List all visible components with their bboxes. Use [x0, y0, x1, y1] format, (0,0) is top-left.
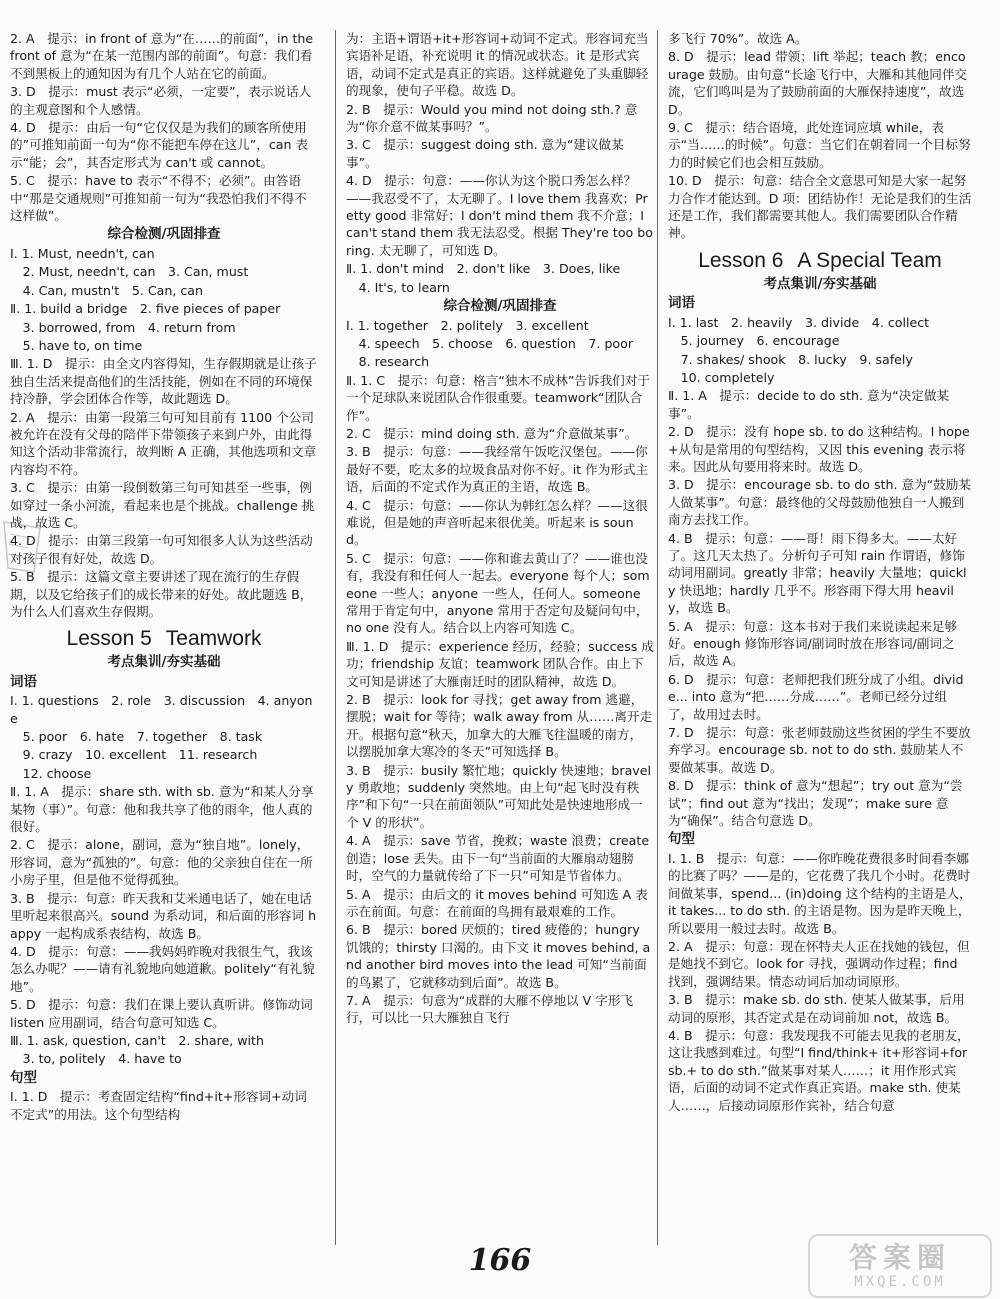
column-divider: [657, 30, 658, 1245]
answer-paragraph: 5. A 提示：由后文的 it moves behind 可知选 A 表示在前面。句意：在前面的鸟拥有最艰难的工作。: [346, 886, 648, 919]
answer-paragraph: 7. D 提示：句意：张老师鼓励这些贫困的学生不要放弃学习。encourage sb. not to do sth. 鼓励某人不要做某事。故选 D。: [668, 725, 971, 775]
answer-paragraph: 7. shakes/ shook 8. lucky 9. safely: [668, 351, 913, 367]
answer-paragraph: 2. D 提示：没有 hope sb. to do 这种结构。I hope+从句是常用的句型结构，又因 this evening 表示将来。因此从句要用将来时。故选 D。: [668, 424, 970, 474]
answer-paragraph: Ⅲ. 1. D 提示：由全文内容得知，生存假期就是让孩子独自生活来提高他们的生活技能，例如在不同的环境保持冷静，学会团体合作等，故此题选 D。: [10, 356, 317, 407]
answer-paragraph: 5. have to, on time: [10, 337, 143, 353]
answer-paragraph: 6. B 提示：bored 厌烦的；tired 疲倦的；hungry 饥饿的；thirsty 口渴的。由下文 it moves behind, and another bird moves into the lead 可知“当前面的鸟累了，它就移动到后面”。故选 B。: [346, 922, 651, 990]
answer-paragraph: Ⅲ. 1. D 提示：experience 经历，经验；success 成功；friendship 友谊；teamwork 团队合作。由上下文可知是讲述了大雁南迁时的团队精神，故选 D。: [346, 638, 654, 689]
lesson-title: Teamwork: [165, 627, 262, 651]
text-column-left: [10, 30, 318, 1242]
text-column-middle: [346, 30, 654, 1242]
answer-paragraph: 9. crazy 10. excellent 11. research: [10, 747, 258, 763]
watermark-url: MXQE.COM: [854, 1274, 946, 1290]
answer-paragraph: 多飞行 70%”。故选 A。: [668, 31, 808, 46]
answer-paragraph: 4. B 提示：句意：——哥！雨下得多大。——太好了。这几天太热了。分析句子可知 rain 作谓语，修饰动词用副词。greatly 非常；heavily 大量地；quickly 快迅地；hardly 几乎不。形容雨下得大用 heavily，故选 B。: [668, 530, 967, 616]
answer-paragraph: Ⅱ. 1. build a bridge 2. five pieces of paper: [10, 301, 281, 317]
answer-paragraph: Ⅰ. 1. D 提示：考查固定结构“find+it+形容词+动词不定式”的用法。这个句型结构: [10, 1089, 307, 1122]
answer-paragraph: 3. C 提示：suggest doing sth. 意为“建议做某事”。: [346, 137, 624, 170]
answer-paragraph: 5. B 提示：这篇文章主要讲述了现在流行的生存假期，以及它给孩子们的成长带来的好处。故此题选 B，为什么人们喜欢生存假期。: [10, 569, 313, 619]
answer-paragraph: Ⅱ. 1. A 提示：share sth. with sb. 意为“和某人分享某物（事）”。句意：他和我共享了他的雨伞，他人真的很好。: [10, 784, 314, 835]
answer-paragraph: 2. C 提示：mind doing sth. 意为“介意做某事”。: [346, 425, 638, 441]
answer-paragraph: 12. choose: [10, 765, 92, 781]
section-heading: 考点集训/夯实基础: [763, 275, 877, 292]
subsection-heading: 句型: [10, 1069, 37, 1086]
answer-paragraph: 5. A 提示：句意：这本书对于我们来说读起来足够好。enough 修饰形容词/副词时放在形容词/副词之后，故选 A。: [668, 618, 958, 669]
answer-paragraph: 10. D 提示：句意：结合全文意思可知是大家一起努力合作才能达到。D 项：团结协作！无论是我们的生活还是工作，我们都需要其他人。我们需要团队合作精神。: [668, 173, 972, 241]
answer-paragraph: 4. It's, to learn: [346, 279, 450, 295]
answer-paragraph: Ⅰ. 1. last 2. heavily 3. divide 4. collect: [668, 314, 930, 330]
section-heading: 综合检测/巩固排查: [443, 298, 557, 315]
answer-paragraph: 5. C 提示：句意：——你和谁去黄山了？——谁也没有，我没有和任何人一起去。everyone 每个人；someone 一些人；anyone 一些人，任何人。someone 常用于肯定句中，anyone 常用于否定句及疑问句中，no one 没有人。结合以上内容可知选 C。: [346, 550, 650, 636]
answer-paragraph: 3. B 提示：make sb. do sth. 使某人做某事，后用动词的原形，其否定式是在动词前加 not，故选 B。: [668, 992, 965, 1025]
answer-paragraph: Ⅰ. 1. questions 2. role 3. discussion 4. anyone: [10, 693, 313, 726]
answer-paragraph: 9. C 提示：结合语境，此处连词应填 while，表示“当……的时候”。句意：当它们在朝着同一个目标努力的时候它们也会相互鼓励。: [668, 120, 971, 170]
answer-paragraph: 2. A 提示：句意：现在怀特夫人正在找她的钱包，但是她找不到它。look for 寻找，强调动作过程；find 找到，强调结果。情态动词后加动词原形。: [668, 938, 970, 989]
answer-paragraph: 为：主语+谓语+it+形容词+动词不定式。形容词充当宾语补足语，补充说明 it 的情况或状态。it 是形式宾语，动词不定式是真正的宾语。这样就避免了头重脚轻的现象，使句子平稳。故选 D。: [346, 31, 649, 99]
answer-paragraph: 6. D 提示：句意：老师把我们班分成了小组。divide... into 意为“把……分成……”。老师已经分过组了，故用过去时。: [668, 671, 964, 722]
answer-paragraph: 3. borrowed, from 4. return from: [10, 319, 236, 335]
lesson-title: A Special Team: [797, 248, 942, 272]
watermark-text: 答案圈: [848, 1241, 951, 1274]
answer-paragraph: Ⅰ. 1. Must, needn't, can: [10, 245, 155, 261]
answer-paragraph: 2. A 提示：in front of 意为“在……的前面”，in the front of 意为“在某一范围内部的前面”。句意：我们看不到黑板上的通知因为有几个人站在它的前面。: [10, 31, 314, 81]
subsection-heading: 句型: [668, 831, 695, 848]
answer-paragraph: 2. C 提示：alone，副词，意为“独自地”。lonely，形容词，意为“孤独的”。句意：他的父亲独自住在一所小房子里，但是他不觉得孤独。: [10, 837, 313, 888]
answer-paragraph: Ⅱ. 1. C 提示：句意：格言“独木不成林”告诉我们对于一个足球队来说团队合作很重要。teamwork“团队合作”。: [346, 372, 650, 423]
answer-paragraph: 4. C 提示：句意：——你认为韩红怎么样？——这很难说，但是她的声音听起来很优美。听起来 is sound。: [346, 497, 648, 548]
answer-paragraph: 4. D 提示：句意：——我妈妈昨晚对我很生气，我该怎么办呢？——请有礼貌地向她道歉。politely“有礼貌地”。: [10, 943, 315, 994]
section-heading: 考点集训/夯实基础: [107, 654, 221, 671]
answer-paragraph: 5. journey 6. encourage: [668, 333, 840, 349]
page-number: 166: [468, 1243, 532, 1278]
answer-paragraph: 4. Can, mustn't 5. Can, can: [10, 282, 203, 298]
lesson-number: Lesson 5: [66, 627, 152, 651]
answer-paragraph: 3. B 提示：句意：——我经常午饭吃汉堡包。——你最好不要，吃太多的垃圾食品对你不好。it 作为形式主语，后面的不定式作为真正的主语，故选 B。: [346, 444, 649, 495]
answer-paragraph: 5. poor 6. hate 7. together 8. task: [10, 729, 263, 745]
answer-paragraph: Ⅰ. 1. B 提示：句意：——你昨晚花费很多时间看李娜的比赛了吗？——是的，它花费了我几个小时。花费时间做某事，spend... (in)doing 这个结构的主语是人，it takes... to do sth. 的主语是物。因为是昨天晚上，所以要用一般过去时。故选 B。: [668, 850, 972, 936]
answer-paragraph: 7. A 提示：句意为“成群的大雁不停地以 V 字形飞行，可以比一只大雁独自飞行: [346, 992, 634, 1026]
answer-paragraph: 2. Must, needn't, can 3. Can, must: [10, 264, 249, 280]
answer-paragraph: 3. to, politely 4. have to: [10, 1051, 182, 1067]
answer-paragraph: 4. D 提示：句意：——你认为这个脱口秀怎么样？——我忍受不了，太无聊了。I love them 我喜欢；Pretty good 非常好；I don't mind them 我不介意；I can't stand them 我无法忍受。根据 They're too boring. 太无聊了，可知选 D。: [346, 173, 653, 258]
section-heading: 综合检测/巩固排查: [107, 226, 221, 243]
answer-paragraph: 4. D 提示：由后一句“它仅仅是为我们的顾客所使用的”可推知前面一句为“你不能把车停在这儿”，can 表示“能；会”，其否定形式为 can't 或 cannot。: [10, 120, 309, 170]
answer-paragraph: 4. B 提示：句意：我发现我不可能去见我的老朋友，这让我感到难过。句型“I find/think+ it+形容词+for sb.+ to do sth.”做某事对某人……；it 用作形式宾语，后面的动词不定式作真正宾语。make sth. 使某人……，后接动词原形作宾补，结合句意: [668, 1027, 970, 1113]
watermark-logo: [808, 1234, 992, 1298]
lesson-heading: [668, 248, 972, 274]
answer-paragraph: Ⅱ. 1. don't mind 2. don't like 3. Does, like: [346, 261, 621, 277]
answer-paragraph: 4. A 提示：save 节省，挽救；waste 浪费；create 创造；lose 丢失。由下一句“当前面的大雁扇动翅膀时，空气的力量就传给了下一只”可知是节省体力。: [346, 833, 650, 884]
answer-paragraph: 8. D 提示：think of 意为“想起”；try out 意为“尝试”；find out 意为“找出；发现”；make sure 意为“确保”。结合句意选 D。: [668, 778, 963, 829]
answer-paragraph: 8. research: [346, 354, 430, 370]
subsection-heading: 词语: [668, 295, 695, 312]
answer-paragraph: 3. D 提示：must 表示“必须，一定要”，表示说话人的主观意图和个人感情。: [10, 84, 312, 117]
answer-paragraph: 4. speech 5. choose 6. question 7. poor: [346, 335, 634, 351]
answer-paragraph: 10. completely: [668, 369, 775, 385]
answer-paragraph: 5. C 提示：have to 表示“不得不；必须”。由答语中“那是交通规则”可推知前一句为“我恐怕我们不得不这样做”。: [10, 173, 307, 224]
lesson-number: Lesson 6: [698, 248, 784, 272]
answer-paragraph: 4. D 提示：由第三段第一句可知很多人认为这些活动对孩子很有好处，故选 D。: [10, 533, 313, 566]
answer-paragraph: 3. B 提示：busily 繁忙地；quickly 快速地；bravely 勇敢地；suddenly 突然地。由上句“起飞时没有秩序”和下句“一只在前面领队”可知此处是快速地形成一个 V 的形状”。: [346, 762, 652, 830]
answer-paragraph: 2. B 提示：Would you mind not doing sth.? 意为“你介意不做某事吗？”。: [346, 101, 638, 135]
stamp-decoration: [0, 518, 46, 576]
answer-paragraph: Ⅱ. 1. A 提示：decide to do sth. 意为“决定做某事”。: [668, 388, 950, 421]
answer-paragraph: 8. D 提示：lead 带领；lift 举起；teach 教；encourage 鼓励。由句意“长途飞行中，大雁和其他同伴交流，它们鸣叫是为了鼓励前面的大雁保持速度”，故选 D。: [668, 49, 968, 117]
answer-paragraph: 3. D 提示：encourage sb. to do sth. 意为“鼓励某人做某事”。句意：最终他的父母鼓励他独自一人搬到南方去找工作。: [668, 477, 971, 528]
text-column-right: [668, 30, 972, 1242]
answer-paragraph: 3. B 提示：句意：昨天我和艾米通电话了，她在电话里听起来很高兴。sound 为系动词，和后面的形容词 happy 一起构成系表结构，故选 B。: [10, 890, 317, 941]
answer-paragraph: Ⅰ. 1. together 2. politely 3. excellent: [346, 317, 589, 333]
subsection-heading: 词语: [10, 673, 37, 690]
answer-paragraph: 3. C 提示：由第一段倒数第三句可知甚至一些事，例如穿过一条小河流，看起来也是个挑战。challenge 挑战，故选 C。: [10, 480, 315, 530]
answer-paragraph: 5. D 提示：句意：我们在课上要认真听讲。修饰动词 listen 应用副词，结合句意可知选 C。: [10, 997, 313, 1030]
answer-paragraph: Ⅲ. 1. ask, question, can't 2. share, with: [10, 1032, 264, 1048]
answer-paragraph: 2. A 提示：由第一段第三句可知目前有 1100 个公司被允许在没有父母的陪伴下带领孩子来到户外，由此得知这个活动非常流行，故判断 A 正确，其他选项和文章内容均不符。: [10, 409, 317, 477]
column-divider: [335, 30, 336, 1245]
lesson-heading: [10, 626, 318, 652]
answer-paragraph: 2. B 提示：look for 寻找；get away from 逃避，摆脱；wait for 等待；walk away from 从……离开走开。根据句意“秋天，加拿大的大雁飞往温暖的南方，以摆脱加拿大寒冷的冬天”可知选择 B。: [346, 692, 653, 760]
